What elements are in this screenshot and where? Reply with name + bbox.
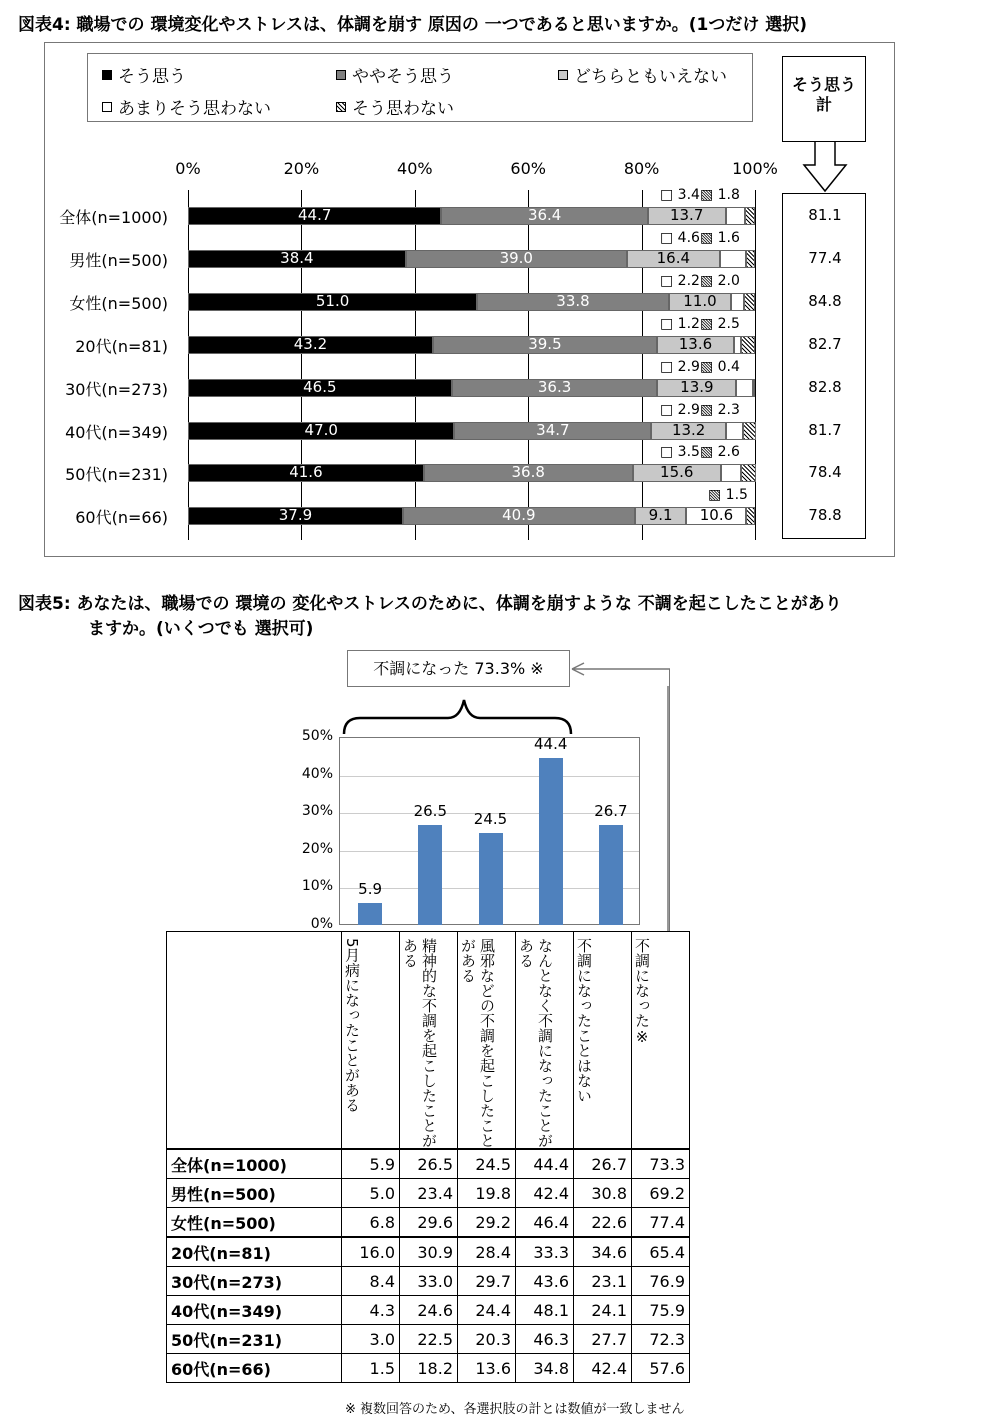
row-label: 30代(n=273) xyxy=(167,1267,342,1296)
table-cell: 26.5 xyxy=(400,1149,458,1179)
table-cell: 33.3 xyxy=(516,1237,574,1267)
bar-segment xyxy=(726,207,745,225)
data-label: 26.5 xyxy=(413,802,447,821)
row-label: 男性(n=500) xyxy=(69,250,168,270)
data-label: 36.3 xyxy=(537,377,572,396)
data-label: ▧ 1.5 xyxy=(708,487,748,504)
bar-segment xyxy=(741,336,755,354)
table-cell: 65.4 xyxy=(632,1237,690,1267)
table-cell: 5.9 xyxy=(342,1149,400,1179)
data-label: 40.9 xyxy=(502,506,536,525)
total-value: 82.7 xyxy=(808,334,842,353)
total-callout-line1: そう思う xyxy=(791,75,856,94)
table-header xyxy=(574,932,632,1150)
table-row xyxy=(167,1179,690,1208)
data-label: 26.7 xyxy=(594,801,628,820)
data-label: □ 2.9▧ 0.4 xyxy=(660,358,740,375)
table-row xyxy=(167,1237,690,1267)
y-tick-label: 0% xyxy=(310,916,333,932)
table-cell: 30.8 xyxy=(574,1179,632,1208)
table-cell: 33.0 xyxy=(400,1267,458,1296)
fig5-callout: 不調になった 73.3% ※ xyxy=(347,650,570,687)
table-header xyxy=(516,932,574,1150)
header-text: 風邪などの不調を起こしたことがある xyxy=(459,938,496,1148)
table-cell: 77.4 xyxy=(632,1208,690,1238)
table-cell: 57.6 xyxy=(632,1354,690,1383)
table-cell: 24.5 xyxy=(458,1149,516,1179)
y-tick-label: 20% xyxy=(301,840,333,857)
row-label: 60代(n=66) xyxy=(167,1354,342,1383)
table-row xyxy=(167,1354,690,1383)
table-cell: 1.5 xyxy=(342,1354,400,1383)
gridline xyxy=(528,190,529,540)
header-text: 不調になったことはない xyxy=(575,938,593,1103)
y-tick-label: 50% xyxy=(301,728,333,744)
x-tick-label: 80% xyxy=(623,159,660,178)
table-cell: 42.4 xyxy=(574,1354,632,1383)
fig4-plot xyxy=(0,0,1004,560)
bar-segment xyxy=(721,464,741,482)
bar-segment xyxy=(734,336,741,354)
table-cell: 4.3 xyxy=(342,1296,400,1325)
table-cell: 48.1 xyxy=(516,1296,574,1325)
data-label: 51.0 xyxy=(315,291,350,310)
table-header xyxy=(342,932,400,1150)
row-label: 40代(n=349) xyxy=(167,1296,342,1325)
x-tick-label: 40% xyxy=(397,159,433,178)
table-cell: 34.8 xyxy=(516,1354,574,1383)
column-bar xyxy=(599,825,623,925)
table-cell: 8.4 xyxy=(342,1267,400,1296)
total-value: 77.4 xyxy=(808,248,842,267)
fig5-title-line1: 図表5: あなたは、職場での 環境の 変化やストレスのために、体調を崩すような 不調を起こしたことがあり xyxy=(18,594,842,614)
data-label: 9.1 xyxy=(648,506,673,525)
data-label: 13.2 xyxy=(671,420,706,439)
table-cell: 27.7 xyxy=(574,1325,632,1354)
table-cell: 28.4 xyxy=(458,1237,516,1267)
table-cell: 24.1 xyxy=(574,1296,632,1325)
column-bar xyxy=(358,903,382,925)
table-cell: 29.2 xyxy=(458,1208,516,1238)
table-cell: 44.4 xyxy=(516,1149,574,1179)
data-label: 15.6 xyxy=(660,463,694,482)
table-corner xyxy=(167,932,342,1150)
table-cell: 26.7 xyxy=(574,1149,632,1179)
data-label: 5.9 xyxy=(358,879,383,898)
bar-segment xyxy=(745,207,755,225)
x-tick-label: 100% xyxy=(732,159,778,178)
gridline xyxy=(301,190,302,540)
row-label: 50代(n=231) xyxy=(65,465,168,485)
table-cell: 42.4 xyxy=(516,1179,574,1208)
row-label: 60代(n=66) xyxy=(75,508,168,528)
table-cell: 3.0 xyxy=(342,1325,400,1354)
data-label: 10.6 xyxy=(699,506,734,525)
row-label: 女性(n=500) xyxy=(69,293,168,313)
row-label: 50代(n=231) xyxy=(167,1325,342,1354)
table-header xyxy=(632,932,690,1150)
fig5-title-line2: ますか。(いくつでも 選択可) xyxy=(88,619,314,639)
bar-segment xyxy=(731,293,743,311)
data-label: 38.4 xyxy=(280,248,314,267)
legend-label-4: そう思わない xyxy=(352,99,454,119)
bar-segment xyxy=(743,422,756,440)
footnote: ※ 複数回答のため、各選択肢の計とは数値が一致しません xyxy=(345,1402,685,1417)
table-cell: 34.6 xyxy=(574,1237,632,1267)
legend-label-3: あまりそう思わない xyxy=(118,99,271,119)
y-tick-label: 40% xyxy=(301,765,333,782)
table-cell: 13.6 xyxy=(458,1354,516,1383)
table-cell: 29.7 xyxy=(458,1267,516,1296)
data-label: 43.2 xyxy=(293,334,328,353)
column-bar xyxy=(479,833,503,925)
row-label: 全体(n=1000) xyxy=(59,208,168,227)
table-header-row xyxy=(167,932,690,1150)
table-header xyxy=(458,932,516,1150)
bar-segment xyxy=(744,293,755,311)
column-bar xyxy=(539,758,563,925)
table-cell: 46.4 xyxy=(516,1208,574,1238)
table-cell: 18.2 xyxy=(400,1354,458,1383)
header-text: なんとなく不調になったことがある xyxy=(517,938,554,1148)
table-cell: 5.0 xyxy=(342,1179,400,1208)
legend-label-1: ややそう思う xyxy=(352,67,454,87)
gridline xyxy=(755,190,756,540)
table-row xyxy=(167,1325,690,1354)
data-label: □ 2.2▧ 2.0 xyxy=(660,272,740,289)
data-label: □ 4.6▧ 1.6 xyxy=(660,229,740,246)
gridline xyxy=(642,190,643,540)
table-cell: 23.4 xyxy=(400,1179,458,1208)
fig5-connector-line xyxy=(669,669,670,931)
gridline xyxy=(340,776,639,777)
legend-label-2: どちらともいえない xyxy=(574,67,727,87)
row-label: 男性(n=500) xyxy=(167,1179,342,1208)
data-label: 24.5 xyxy=(473,809,508,828)
legend-label-0: そう思う xyxy=(118,67,186,87)
table-cell: 20.3 xyxy=(458,1325,516,1354)
fig4-title: 図表4: 職場での 環境変化やストレスは、体調を崩す 原因の 一つであると思いますか。(1つだけ 選択) xyxy=(18,15,808,35)
table-cell: 46.3 xyxy=(516,1325,574,1354)
x-tick-label: 60% xyxy=(510,159,546,178)
row-label: 40代(n=349) xyxy=(65,422,168,442)
data-label: 16.4 xyxy=(656,248,691,267)
data-label: 13.6 xyxy=(678,334,713,353)
total-callout-line2: 計 xyxy=(815,95,832,114)
row-label: 全体(n=1000) xyxy=(167,1149,342,1179)
table-cell: 23.1 xyxy=(574,1267,632,1296)
bar-segment xyxy=(726,422,742,440)
total-value: 82.8 xyxy=(808,377,842,396)
total-value: 84.8 xyxy=(808,291,842,310)
x-tick-label: 20% xyxy=(283,159,320,178)
table-cell: 76.9 xyxy=(632,1267,690,1296)
bar-segment xyxy=(736,379,752,397)
table-cell: 22.6 xyxy=(574,1208,632,1238)
table-row xyxy=(167,1208,690,1238)
data-label: 46.5 xyxy=(303,377,337,396)
table-cell: 29.6 xyxy=(400,1208,458,1238)
bar-segment xyxy=(741,464,756,482)
row-label: 20代(n=81) xyxy=(75,336,168,356)
column-bar xyxy=(418,825,442,925)
row-label: 30代(n=273) xyxy=(65,379,168,399)
data-label: 39.0 xyxy=(499,248,533,267)
table-cell: 22.5 xyxy=(400,1325,458,1354)
bar-segment xyxy=(746,250,755,268)
table-cell: 43.6 xyxy=(516,1267,574,1296)
data-label: 41.6 xyxy=(289,463,323,482)
arrow-left-icon xyxy=(570,662,680,676)
data-label: 33.8 xyxy=(556,291,590,310)
table-cell: 16.0 xyxy=(342,1237,400,1267)
data-label: 13.7 xyxy=(669,206,704,224)
data-label: 44.7 xyxy=(298,206,332,224)
fig5-table xyxy=(166,931,690,1383)
table-cell: 24.4 xyxy=(458,1296,516,1325)
fig5-plot xyxy=(339,737,640,925)
data-label: 36.8 xyxy=(511,463,545,482)
row-label: 女性(n=500) xyxy=(167,1208,342,1238)
total-value: 78.4 xyxy=(808,463,842,482)
gridline xyxy=(188,190,189,540)
total-value: 81.1 xyxy=(808,206,842,224)
total-value: 81.7 xyxy=(808,420,842,439)
data-label: 47.0 xyxy=(304,420,338,439)
table-cell: 69.2 xyxy=(632,1179,690,1208)
data-label: □ 3.4▧ 1.8 xyxy=(660,187,740,203)
bar-segment xyxy=(746,507,755,525)
gridline xyxy=(415,190,416,540)
data-label: □ 3.5▧ 2.6 xyxy=(660,444,740,461)
table-row xyxy=(167,1267,690,1296)
table-header xyxy=(400,932,458,1150)
row-label: 20代(n=81) xyxy=(167,1237,342,1267)
table-cell: 73.3 xyxy=(632,1149,690,1179)
header-text: 不調になった※ xyxy=(633,938,651,1046)
total-value: 78.8 xyxy=(808,506,842,525)
data-label: □ 2.9▧ 2.3 xyxy=(660,401,740,418)
table-row xyxy=(167,1296,690,1325)
table-cell: 19.8 xyxy=(458,1179,516,1208)
data-label: 39.5 xyxy=(528,334,562,353)
table-cell: 30.9 xyxy=(400,1237,458,1267)
header-text: 精神的な不調を起こしたことがある xyxy=(401,938,438,1148)
data-label: 44.4 xyxy=(533,735,568,754)
table-cell: 75.9 xyxy=(632,1296,690,1325)
header-text: 5月病になったことがある xyxy=(343,938,361,1113)
table-row xyxy=(167,1149,690,1179)
table-cell: 72.3 xyxy=(632,1325,690,1354)
table-cell: 24.6 xyxy=(400,1296,458,1325)
table-cell: 6.8 xyxy=(342,1208,400,1238)
x-tick-label: 0% xyxy=(175,159,201,178)
data-label: 37.9 xyxy=(278,506,313,525)
data-label: 36.4 xyxy=(527,206,562,224)
bar-segment xyxy=(753,379,755,397)
data-label: 11.0 xyxy=(683,291,717,310)
y-tick-label: 10% xyxy=(301,878,333,895)
y-tick-label: 30% xyxy=(301,803,333,820)
data-label: 34.7 xyxy=(536,420,570,439)
data-label: 13.9 xyxy=(680,377,714,396)
data-label: □ 1.2▧ 2.5 xyxy=(660,315,740,332)
bar-segment xyxy=(720,250,746,268)
